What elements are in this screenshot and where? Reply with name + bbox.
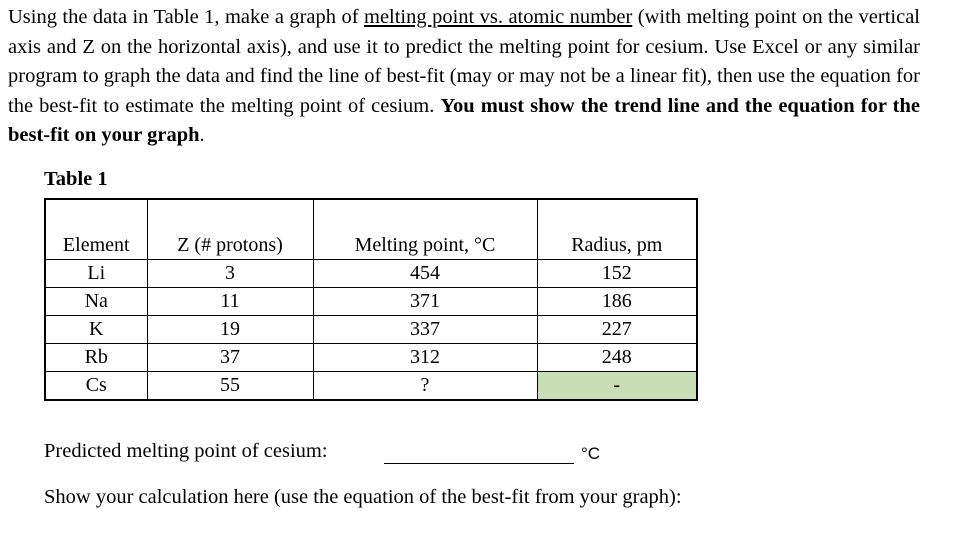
header-melting-point: Melting point, °C (313, 199, 537, 260)
cell-z: 55 (147, 372, 313, 401)
instructions-text-1: Using the data in Table 1, make a graph of (8, 6, 364, 28)
header-element: Element (45, 199, 147, 260)
table-row (45, 372, 697, 401)
instructions-end: . (199, 124, 205, 146)
cell-radius-highlighted: - (537, 372, 697, 401)
instructions-bold-text: You must show the trend line and the equation for the best-fit on your graph (8, 94, 920, 146)
calculation-label: Show your calculation here (use the equation of the best-fit from your graph): (44, 486, 682, 508)
cell-z: 3 (147, 260, 313, 288)
cell-radius: 186 (537, 288, 697, 316)
prediction-answer-blank[interactable] (384, 463, 574, 464)
cell-radius: 227 (537, 316, 697, 344)
table-row (45, 288, 697, 316)
instructions-paragraph (8, 3, 920, 151)
table-title: Table 1 (44, 168, 108, 190)
table-row (45, 316, 697, 344)
cell-radius: 152 (537, 260, 697, 288)
prediction-unit: °C (581, 444, 601, 463)
table-row (45, 344, 697, 372)
cell-element: Na (45, 288, 147, 316)
cell-melting-point: 371 (313, 288, 537, 316)
table-header-row (45, 199, 697, 260)
header-radius: Radius, pm (537, 199, 697, 260)
cell-radius: 248 (537, 344, 697, 372)
cell-melting-point: 312 (313, 344, 537, 372)
data-table (44, 198, 698, 401)
cell-melting-point: ? (313, 372, 537, 401)
cell-element: Li (45, 260, 147, 288)
cell-element: Rb (45, 344, 147, 372)
cell-z: 19 (147, 316, 313, 344)
cell-melting-point: 337 (313, 316, 537, 344)
cell-z: 37 (147, 344, 313, 372)
prediction-label: Predicted melting point of cesium: (44, 440, 328, 462)
instructions-text-2: (with melting point on the vertical axis and Z on the horizontal axis), and use it to predict the melting point for cesium. Use Excel or any similar program to graph the data and find the line of best-fit (may or may not be a linear fit), then use the equation for the best-fit to estimate the melting point of cesium. (8, 6, 920, 117)
header-z: Z (# protons) (147, 199, 313, 260)
cell-element: K (45, 316, 147, 344)
table-row (45, 260, 697, 288)
cell-z: 11 (147, 288, 313, 316)
cell-element: Cs (45, 372, 147, 401)
instructions-underlined-text: melting point vs. atomic number (364, 6, 633, 28)
cell-melting-point: 454 (313, 260, 537, 288)
